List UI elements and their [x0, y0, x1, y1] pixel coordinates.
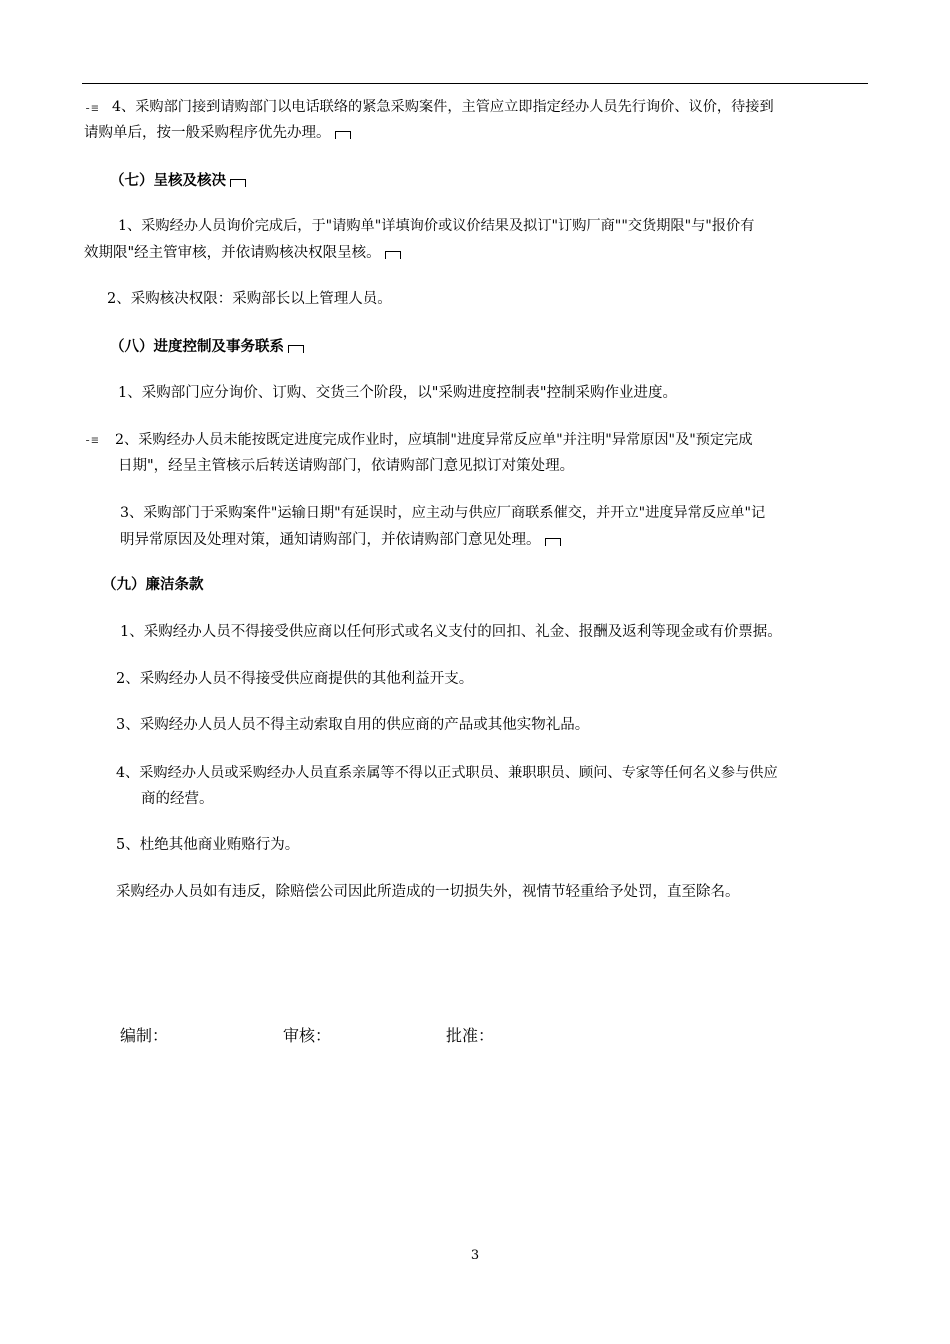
item4-line2: 请购单后，按一般采购程序优先办理。 [84, 120, 351, 146]
list-bullet-icon: -≡ [84, 101, 99, 115]
section9-title: （九）廉洁条款 [102, 577, 204, 593]
signature-approved: 批准： [446, 1026, 495, 1045]
section8-p3-line2: 明异常原因及处理对策，通知请购部门，并依请购部门意见处理。 [120, 527, 561, 553]
section9-p4-line1: 4、采购经办人员或采购经办人员直系亲属等不得以正式职员、兼职职员、顾问、专家等任何名义参与供应 [116, 765, 778, 781]
section9-p4-line2: 商的经营。 [141, 791, 214, 807]
section7-p1-line2: 效期限"经主管审核，并依请购核决权限呈核。 [84, 240, 401, 266]
section8-p2-line2: 日期"，经呈主管核示后转送请购部门，依请购部门意见拟订对策处理。 [118, 458, 575, 474]
section9-p3: 3、采购经办人员人员不得主动索取自用的供应商的产品或其他实物礼品。 [116, 717, 590, 733]
section9-closing: 采购经办人员如有违反，除赔偿公司因此所造成的一切损失外，视情节轻重给予处罚，直至除名。 [116, 884, 740, 900]
section7-title: （七）呈核及核决 [110, 168, 246, 194]
paragraph-mark-icon [545, 538, 561, 546]
page-number: 3 [470, 1248, 480, 1263]
section7-p1-line1: 1、采购经办人员询价完成后，于"请购单"详填询价或议价结果及拟订"订购厂商""交货期限"与"报价有 [118, 218, 755, 234]
section9-p2: 2、采购经办人员不得接受供应商提供的其他利益开支。 [116, 671, 474, 687]
paragraph-mark-icon [230, 179, 246, 187]
section8-title: （八）进度控制及事务联系 [110, 334, 304, 360]
paragraph-mark-icon [385, 251, 401, 259]
section9-p5: 5、杜绝其他商业贿赂行为。 [116, 837, 300, 853]
section7-p2: 2、采购核决权限：采购部长以上管理人员。 [107, 291, 392, 307]
list-bullet-icon: -≡ [84, 433, 99, 447]
section8-p3-line1: 3、采购部门于采购案件"运输日期"有延误时，应主动与供应厂商联系催交，并开立"进度异常反应单"记 [120, 505, 766, 521]
header-rule [82, 83, 868, 84]
item4-line1: 4、采购部门接到请购部门以电话联络的紧急采购案件，主管应立即指定经办人员先行询价、议价，待接到 [112, 99, 774, 115]
section8-p1: 1、采购部门应分询价、订购、交货三个阶段，以"采购进度控制表"控制采购作业进度。 [118, 385, 678, 401]
paragraph-mark-icon [288, 345, 304, 353]
paragraph-mark-icon [335, 131, 351, 139]
section9-p1: 1、采购经办人员不得接受供应商以任何形式或名义支付的回扣、礼金、报酬及返利等现金或有价票据。 [120, 624, 782, 640]
section8-p2-line1: 2、采购经办人员未能按既定进度完成作业时，应填制"进度异常反应单"并注明"异常原因"及"预定完成 [115, 432, 753, 448]
signature-prepared: 编制： [120, 1026, 169, 1045]
signature-reviewed: 审核： [283, 1026, 332, 1045]
